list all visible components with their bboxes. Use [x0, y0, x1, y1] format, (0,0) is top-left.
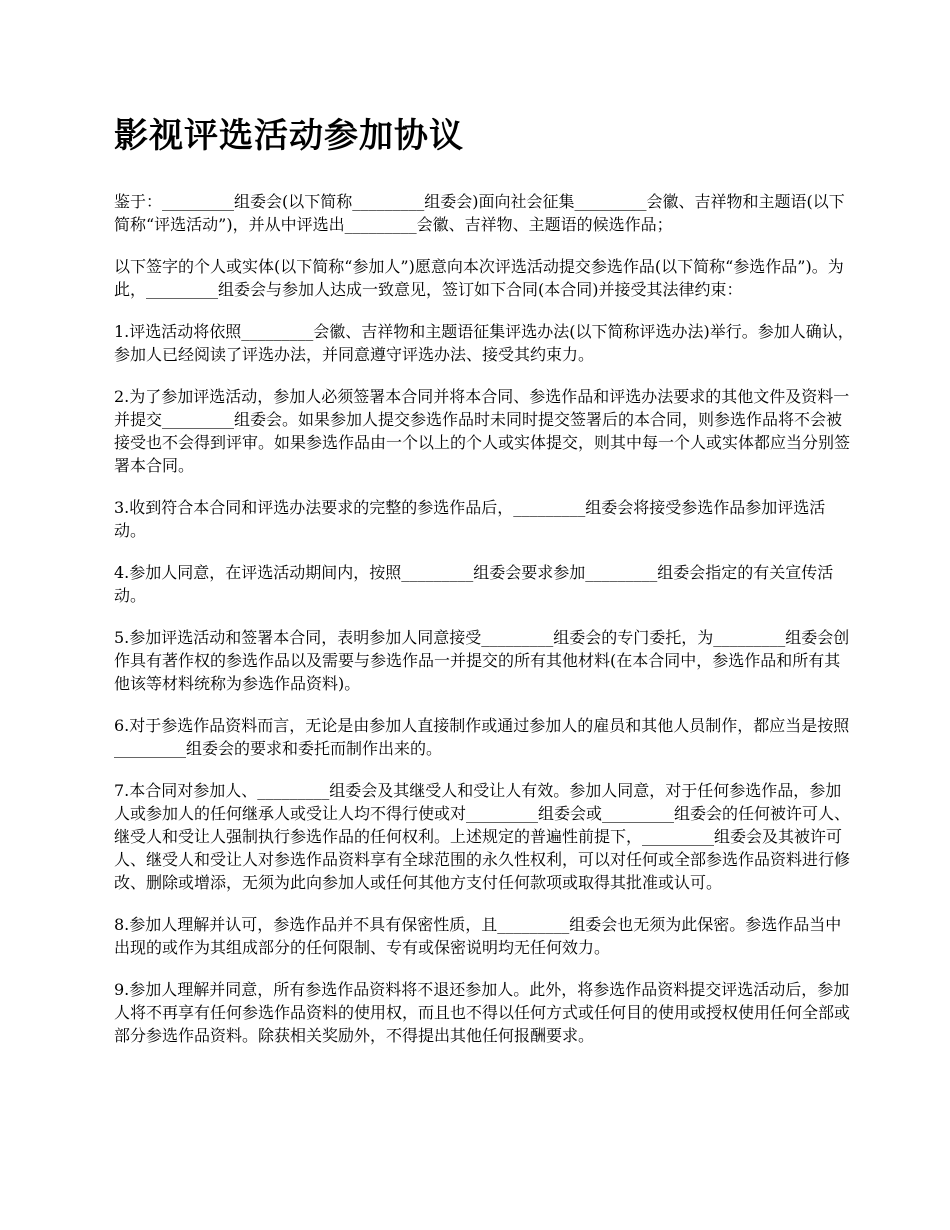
- clause-2: 2.为了参加评选活动，参加人必须签署本合同并将本合同、参选作品和评选办法要求的其他文件及资料一并提交_________组委会。如果参加人提交参选作品时未同时提交签署后的本合同，则参选作品将不会被接受也不会得到评审。如果参选作品由一个以上的个人或实体提交，则其中每一个人或实体都应当分别签署本合同。: [114, 387, 851, 475]
- clause-3: 3.收到符合本合同和评选办法要求的完整的参选作品后，_________组委会将接受参选作品参加评选活动。: [114, 498, 826, 540]
- clause-5: 5.参加评选活动和签署本合同，表明参加人同意接受_________组委会的专门委托，为_________组委会创作具有著作权的参选作品以及需要与参选作品一并提交的所有其他材料(在本合同中，参选作品和所有其他该等材料统称为参选作品资料)。: [114, 628, 850, 693]
- clause-7: 7.本合同对参加人、_________组委会及其继受人和受让人有效。参加人同意，对于任何参选作品，参加人或参加人的任何继承人或受让人均不得行使或对_________组委会或_________组委会的任何被许可人、继受人和受让人强制执行参选作品的任何权利。上述规定的普遍性前提下，_________组委会及其被许可人、继受人和受让人对参选作品资料享有全球范围的永久性权利，可以对任何或全部参选作品资料进行修改、删除或增添，无须为此向参加人或任何其他方支付任何款项或取得其批准或认可。: [114, 781, 851, 892]
- document-page: [114, 112, 854, 1066]
- clause-8: 8.参加人理解并认可，参选作品并不具有保密性质，且_________组委会也无须为此保密。参选作品当中出现的或作为其组成部分的任何限制、专有或保密说明均无任何效力。: [114, 915, 842, 957]
- paragraph-preamble: 鉴于：_________组委会(以下简称_________组委会)面向社会征集_________会徽、吉祥物和主题语(以下简称“评选活动”)，并从中评选出_________会徽、吉祥物、主题语的候选作品；: [114, 192, 845, 234]
- clause-1: 1.评选活动将依照_________会徽、吉祥物和主题语征集评选办法(以下简称评选办法)举行。参加人确认，参加人已经阅读了评选办法，并同意遵守评选办法、接受其约束力。: [114, 322, 854, 364]
- clause-9: 9.参加人理解并同意，所有参选作品资料将不退还参加人。此外，将参选作品资料提交评选活动后，参加人将不再享有任何参选作品资料的使用权，而且也不得以任何方式或任何目的使用或授权使用任何全部或部分参选作品资料。除获相关奖励外，不得提出其他任何报酬要求。: [114, 980, 851, 1045]
- clause-4: 4.参加人同意，在评选活动期间内，按照_________组委会要求参加_________组委会指定的有关宣传活动。: [114, 563, 834, 605]
- paragraph-intro: 以下签字的个人或实体(以下简称“参加人”)愿意向本次评选活动提交参选作品(以下简称“参选作品”)。为此，_________组委会与参加人达成一致意见，签订如下合同(本合同)并接受其法律约束：: [114, 257, 844, 299]
- clause-6: 6.对于参选作品资料而言，无论是由参加人直接制作或通过参加人的雇员和其他人员制作，都应当是按照_________组委会的要求和委托而制作出来的。: [114, 716, 850, 758]
- document-title: 影视评选活动参加协议: [114, 116, 464, 156]
